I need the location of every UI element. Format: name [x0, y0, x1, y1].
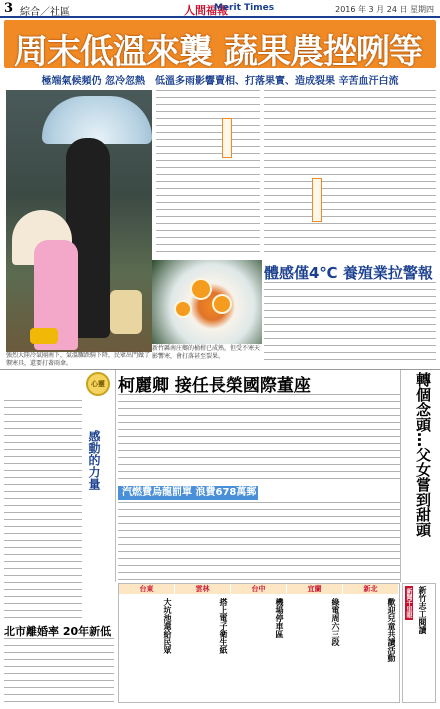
issue-date: 2016 年 3 月 24 日 星期四 — [335, 5, 434, 14]
main-headline-banner — [4, 20, 436, 72]
article-body-column-1 — [156, 90, 260, 256]
region-tab-new-taipei: 新北 — [343, 584, 399, 594]
text-lines-placeholder — [264, 90, 436, 256]
regional-story-4 — [287, 596, 343, 702]
rain-umbrella-photo — [6, 90, 152, 352]
fruit-shape — [190, 278, 212, 300]
text-lines-placeholder — [4, 638, 114, 704]
news-telescope-head: 新竹志工閱讀 — [418, 586, 427, 634]
divorce-article-body — [4, 638, 114, 704]
story2-body — [264, 282, 436, 366]
region-tab-yilan: 宜蘭 — [287, 584, 343, 594]
fruit-shape — [212, 294, 232, 314]
regional-story-3 — [231, 596, 287, 702]
shopping-bag-shape — [110, 290, 142, 334]
page-number: 3 — [4, 1, 14, 16]
yellow-boot-shape — [30, 328, 58, 344]
column-badge: 心靈 — [86, 372, 110, 396]
regional-story-2-head: 搭上電子衛生紙 — [219, 598, 228, 654]
newspaper-logo: 人間福報 — [184, 4, 228, 17]
article-body-column-2 — [264, 90, 436, 256]
regional-news-box — [118, 583, 400, 703]
text-lines-placeholder — [264, 282, 436, 366]
story4-body — [118, 502, 400, 580]
region-tab-taichung: 台中 — [231, 584, 287, 594]
text-lines-placeholder — [118, 394, 400, 484]
news-telescope-tag: 新聞千里眼 — [405, 588, 412, 618]
divorce-rate-headline: 北市離婚率 20年新低 — [4, 625, 112, 638]
fruit-shape — [174, 300, 192, 318]
photo1-caption: 強烈大陸冷氣團南下，氣溫驟跌騎下降，民眾出門做了禦寒具，還要打著雨傘。 — [6, 352, 151, 367]
umbrella-shape — [42, 96, 152, 144]
news-telescope-box — [402, 583, 436, 703]
citrus-fruit-photo — [152, 260, 262, 344]
story2-headline: 體感僅4℃ 養殖業拉警報 — [264, 264, 433, 282]
regional-story-4-head: 綠電周六三段 — [331, 598, 340, 646]
text-lines-placeholder — [118, 502, 400, 580]
headline-left: 周末低溫來襲 — [14, 32, 212, 72]
story3-headline: 柯麗卿 接任長榮國際董座 — [118, 376, 311, 396]
right-column-headline: 轉個念頭…父女嘗到甜頭 — [414, 372, 432, 537]
regional-story-5-head: 歡迎兒童共讀活動 — [387, 598, 396, 662]
section-label: 綜合／社區 — [20, 7, 70, 18]
inline-subhead-box — [312, 178, 322, 222]
masthead-bar — [0, 0, 440, 18]
regional-story-1-head: 大坑池還給民眾 — [163, 598, 172, 654]
regional-story-2 — [175, 596, 231, 702]
regional-story-3-head: 機場停車區 — [275, 598, 284, 638]
subheadline: 極端氣候頻仍 忽冷忽熱 低溫多雨影響賣相、打落果實、造成裂果 辛苦血汗白流 — [41, 76, 399, 87]
text-lines-placeholder — [4, 400, 82, 618]
region-tabs — [119, 584, 399, 594]
region-tab-taitung: 台東 — [119, 584, 175, 594]
story4-headline-bar: 汽燃費烏龍罰單 浪費678萬郵資 — [118, 486, 258, 500]
text-lines-placeholder — [156, 90, 260, 256]
left-column-body — [4, 400, 82, 618]
inline-subhead-box — [222, 118, 232, 158]
section-divider — [0, 369, 440, 370]
regional-story-1 — [119, 596, 175, 702]
headline-right: 蔬果農挫咧等 — [224, 32, 422, 72]
column-divider — [400, 370, 401, 582]
photo2-caption: 新竹縣南庄鄉的桶柑已成熟，但受不寒天影響寒，會打落甚至裂果。 — [152, 345, 261, 360]
region-tab-yunlin: 雲林 — [175, 584, 231, 594]
column-divider — [115, 370, 116, 582]
story3-body — [118, 394, 400, 484]
newspaper-english-name: Merit Times — [214, 3, 275, 13]
regional-story-5 — [343, 596, 399, 702]
left-column-title: 感動的力量 — [87, 430, 101, 490]
